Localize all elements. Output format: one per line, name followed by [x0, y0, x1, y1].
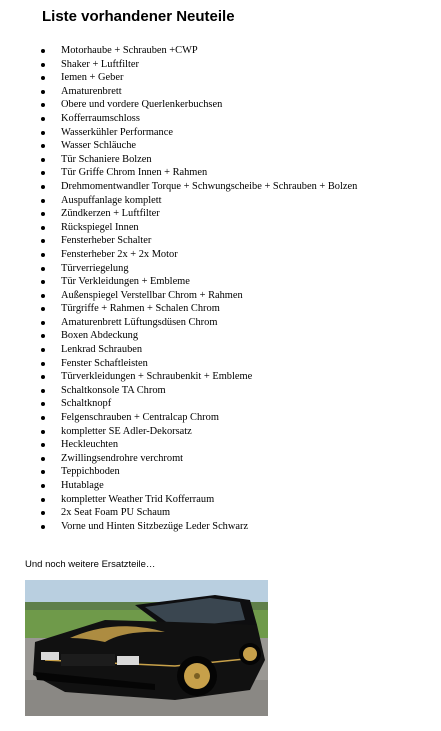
bullet-icon: [41, 334, 45, 338]
parts-list-item-label: Fensterheber Schalter: [61, 235, 152, 247]
bullet-icon: [41, 199, 45, 203]
parts-list-item-label: Hutablage: [61, 480, 104, 491]
parts-list-item-label: Wasser Schläuche: [61, 140, 137, 152]
parts-list-item-label: Schaltknopf: [61, 398, 112, 410]
parts-list-item-label: Boxen Abdeckung: [61, 330, 139, 342]
car-grille: [61, 654, 115, 666]
parts-list-item: [40, 411, 357, 425]
bullet-icon: [41, 457, 45, 461]
bullet-icon: [41, 90, 45, 94]
parts-list-item: [40, 316, 357, 330]
bullet-icon: [41, 362, 45, 366]
car-photo-icon: [25, 580, 268, 716]
parts-list-item-label: 2x Seat Foam PU Schaum: [61, 507, 171, 519]
bullet-icon: [41, 239, 45, 243]
parts-list-item: [40, 384, 357, 398]
parts-list-item: [40, 452, 357, 466]
parts-list-item: [40, 465, 357, 479]
parts-list-item-label: Außenspiegel Verstellbar Chrom + Rahmen: [61, 289, 243, 301]
parts-list-item-label: Drehmomentwandler Torque + Schwungscheibe + Schrauben + Bolzen: [61, 180, 358, 192]
parts-list-item: [40, 194, 357, 208]
bullet-icon: [41, 144, 45, 148]
parts-list-item: [40, 438, 357, 452]
parts-list-item: [40, 153, 357, 167]
parts-list-item: [40, 221, 357, 235]
parts-list-item-label: Türgriffe + Rahmen + Schalen Chrom: [61, 303, 220, 315]
parts-list-item: [40, 357, 357, 371]
parts-list-item: [40, 112, 357, 126]
parts-list-item: [40, 425, 357, 439]
bullet-icon: [41, 498, 45, 502]
parts-list-item-label: Heckleuchten: [61, 439, 119, 451]
bullet-icon: [41, 280, 45, 284]
bullet-icon: [41, 185, 45, 189]
parts-list-item: [40, 493, 357, 507]
parts-list-item-label: Kofferraumschloss: [61, 112, 140, 124]
bullet-icon: [41, 267, 45, 271]
more-parts-text: Und noch weitere Ersatzteile…: [25, 559, 156, 570]
parts-list-item: [40, 139, 357, 153]
car-headlight-left: [41, 652, 59, 660]
bullet-icon: [41, 171, 45, 175]
parts-list-item-label: Shaker + Luftfilter: [61, 58, 139, 70]
parts-list-item-label: Felgenschrauben + Centralcap Chrom: [61, 412, 219, 424]
parts-list-item-label: Fensterheber 2x + 2x Motor: [61, 248, 178, 260]
parts-list-item-label: Auspuffanlage komplett: [61, 194, 162, 206]
bullet-icon: [41, 511, 45, 515]
parts-list-item: [40, 58, 357, 72]
parts-list-item: [40, 302, 357, 316]
parts-list-item: [40, 180, 357, 194]
car-rim-rear: [243, 647, 257, 661]
bullet-icon: [41, 103, 45, 107]
parts-list-item-label: Tür Verkleidungen + Embleme: [61, 276, 190, 288]
bullet-icon: [41, 226, 45, 230]
bullet-icon: [41, 294, 45, 298]
bullet-icon: [41, 158, 45, 162]
bullet-icon: [41, 375, 45, 379]
bullet-icon: [41, 76, 45, 80]
bullet-icon: [41, 307, 45, 311]
parts-list-item-label: Vorne und Hinten Sitzbezüge Leder Schwarz: [61, 520, 249, 532]
parts-list-item-label: Amaturenbrett: [61, 85, 122, 97]
parts-list-item-label: Tür Schaniere Bolzen: [61, 153, 152, 165]
parts-list-item-label: Rückspiegel Innen: [61, 221, 139, 233]
bullet-icon: [41, 402, 45, 406]
parts-list: [40, 44, 357, 533]
parts-list-item: [40, 262, 357, 276]
bullet-icon: [41, 117, 45, 121]
parts-list-item-label: Motorhaube + Schrauben +CWP: [61, 45, 198, 56]
parts-list-item-label: Teppichboden: [61, 466, 120, 478]
parts-list-item-label: Wasserkühler Performance: [61, 126, 173, 138]
bullet-icon: [41, 253, 45, 257]
parts-list-item-label: Obere und vordere Querlenkerbuchsen: [61, 99, 223, 111]
bullet-icon: [41, 212, 45, 216]
bullet-icon: [41, 430, 45, 434]
parts-list-item: [40, 126, 357, 140]
parts-list-item: [40, 166, 357, 180]
bullet-icon: [41, 321, 45, 325]
parts-list-item: [40, 506, 357, 520]
parts-list-item: [40, 479, 357, 493]
bullet-icon: [41, 63, 45, 67]
bullet-icon: [41, 443, 45, 447]
bullet-icon: [41, 416, 45, 420]
car-headlight-right: [117, 656, 139, 665]
bullet-icon: [41, 470, 45, 474]
parts-list-item: [40, 370, 357, 384]
parts-list-item: [40, 343, 357, 357]
parts-list-item: [40, 520, 357, 534]
parts-list-item-label: Fenster Schaftleisten: [61, 357, 148, 369]
parts-list-item-label: Iemen + Geber: [61, 72, 124, 84]
parts-list-item-label: Lenkrad Schrauben: [61, 344, 143, 356]
parts-list-item: [40, 289, 357, 303]
parts-list-item-label: Türverkleidungen + Schraubenkit + Embleme: [61, 371, 253, 383]
parts-list-item: [40, 71, 357, 85]
bullet-icon: [41, 525, 45, 529]
car-hub-front: [194, 673, 200, 679]
parts-list-item: [40, 85, 357, 99]
bullet-icon: [41, 389, 45, 393]
parts-list-item-label: Schaltkonsole TA Chrom: [61, 384, 166, 396]
parts-list-item: [40, 248, 357, 262]
parts-list-item: [40, 329, 357, 343]
bullet-icon: [41, 49, 45, 53]
bullet-icon: [41, 348, 45, 352]
bullet-icon: [41, 484, 45, 488]
parts-list-item-label: Türverriegelung: [61, 262, 129, 274]
page-title: Liste vorhandener Neuteile: [42, 8, 235, 25]
parts-list-item-label: Amaturenbrett Lüftungsdüsen Chrom: [61, 316, 218, 328]
parts-list-item-label: Tür Griffe Chrom Innen + Rahmen: [61, 167, 208, 179]
parts-list-item: [40, 98, 357, 112]
parts-list-item: [40, 207, 357, 221]
parts-list-item: [40, 234, 357, 248]
parts-list-item: [40, 44, 357, 58]
parts-list-item-label: Zwillingsendrohre verchromt: [61, 452, 184, 464]
parts-list-item-label: kompletter SE Adler-Dekorsatz: [61, 425, 192, 437]
parts-list-item-label: kompletter Weather Trid Kofferraum: [61, 493, 215, 505]
bullet-icon: [41, 131, 45, 135]
parts-list-item-label: Zündkerzen + Luftfilter: [61, 208, 160, 220]
parts-list-item: [40, 275, 357, 289]
parts-list-item: [40, 397, 357, 411]
